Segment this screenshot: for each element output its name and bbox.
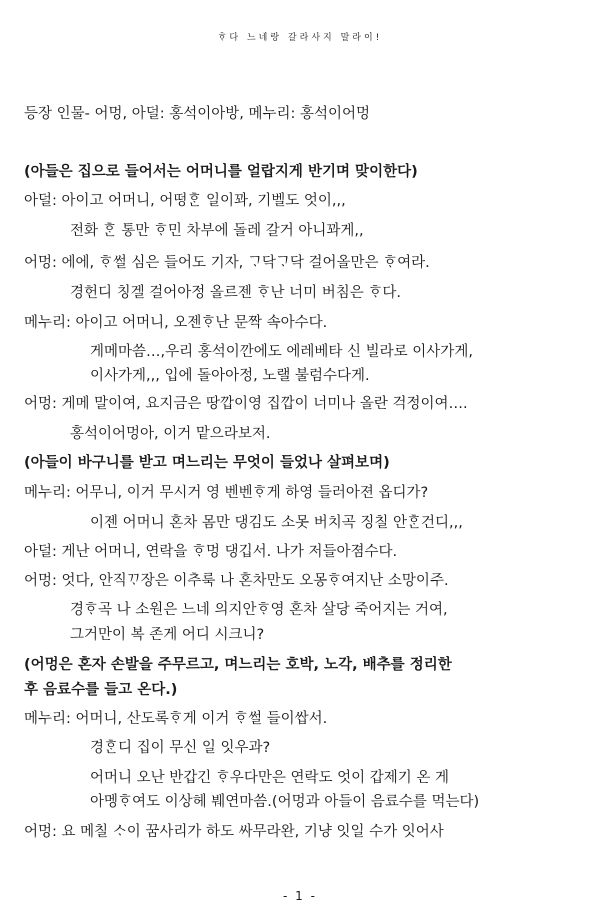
stage-direction: (아들이 바구니를 받고 며느리는 무엇이 들었나 살펴보며) [24, 455, 390, 471]
dialogue-line: 메누리: 어무니, 이거 무시거 영 벤벤ᄒᆞ게 하영 들러아젼 옵디가? [24, 485, 429, 501]
dialogue-continuation: 그거만이 복 존게 어디 시크니? [70, 627, 265, 643]
dialogue-line: 어멍: 엇다, 안직ᄁᆞ장은 이추룩 나 혼차만도 오몽ᄒᆞ여지난 소망이주. [24, 573, 449, 589]
dialogue-continuation: 아멩ᄒᆞ여도 이상헤 붸연마씀.(어멍과 아들이 음료수를 먹는다) [90, 794, 480, 810]
dialogue-continuation: 어머니 오난 반갑긴 ᄒᆞ우다만은 연락도 엇이 갑제기 온 게 [90, 770, 450, 786]
page-number: - 1 - [283, 889, 317, 903]
dialogue-continuation: 홍석이어멍아, 이거 맡으라보저. [70, 426, 271, 442]
dialogue-continuation: 경ᄒᆞ곡 나 소원은 느네 의지안ᄒᆞ영 혼차 살당 죽어지는 거여, [70, 602, 448, 618]
dialogue-continuation: 전화 ᄒᆞᆫ 통만 ᄒᆞ민 차부에 돌레 갈거 아니꽈게,, [70, 223, 364, 239]
stage-direction: (어멍은 혼자 손발을 주무르고, 며느리는 호박, 노각, 배추를 정리한 [24, 657, 452, 673]
dialogue-continuation: 경ᄒᆞᆫ디 집이 무신 일 잇우과? [90, 740, 271, 756]
dialogue-line: 메누리: 어머니, 산도록ᄒᆞ게 이거 ᄒᆞ썰 들이쌉서. [24, 711, 328, 727]
dialogue-line: 아덜: 게난 어머니, 연락을 ᄒᆞ멍 댕깁서. 나가 저들아졈수다. [24, 544, 398, 560]
page-title: ᄒᆞ다 느네랑 갈라사지 말라이! [217, 33, 383, 43]
stage-direction: 후 음료수를 들고 온다.) [24, 682, 178, 698]
dialogue-line: 어멍: 에에, ᄒᆞ썰 심은 들어도 기자, ᄀᆞ닥ᄀᆞ닥 걸어올만은 ᄒᆞ여라. [24, 255, 430, 271]
dialogue-continuation: 이사가게,,, 입에 돌아아정, 노랠 불럼수다게. [90, 368, 370, 384]
dialogue-line: 아덜: 아이고 어머니, 어떵ᄒᆞᆫ 일이꽈, 기벨도 엇이,,, [24, 193, 346, 209]
dialogue-continuation: 경헌디 칭겔 걸어아정 올르젠 ᄒᆞ난 너미 버침은 ᄒᆞ다. [70, 285, 402, 301]
dialogue-line: 어멍: 요 메칠 ᄉᆞ이 꿈사리가 하도 싸무라완, 기냥 잇일 수가 잇어사 [24, 824, 444, 840]
dialogue-continuation: 게메마씀…,우리 홍석이깐에도 에레베타 신 빌라로 이사가게, [90, 344, 473, 360]
dialogue-line: 메누리: 아이고 어머니, 오젠ᄒᆞ난 문짝 속아수다. [24, 315, 328, 331]
dialogue-continuation: 이젠 어머니 혼차 몸만 댕김도 소못 버치곡 징칠 안ᄒᆞᆫ건디,,, [90, 515, 463, 531]
cast-list: 등장 인물- 어멍, 아덜: 홍석이아방, 메누리: 홍석이어멍 [24, 106, 371, 122]
stage-direction: (아들은 집으로 들어서는 어머니를 얼랍지게 반기며 맞이한다) [24, 164, 418, 180]
dialogue-line: 어멍: 게메 말이여, 요지금은 땅깝이영 집깝이 너미나 올란 걱정이여…. [24, 396, 468, 412]
